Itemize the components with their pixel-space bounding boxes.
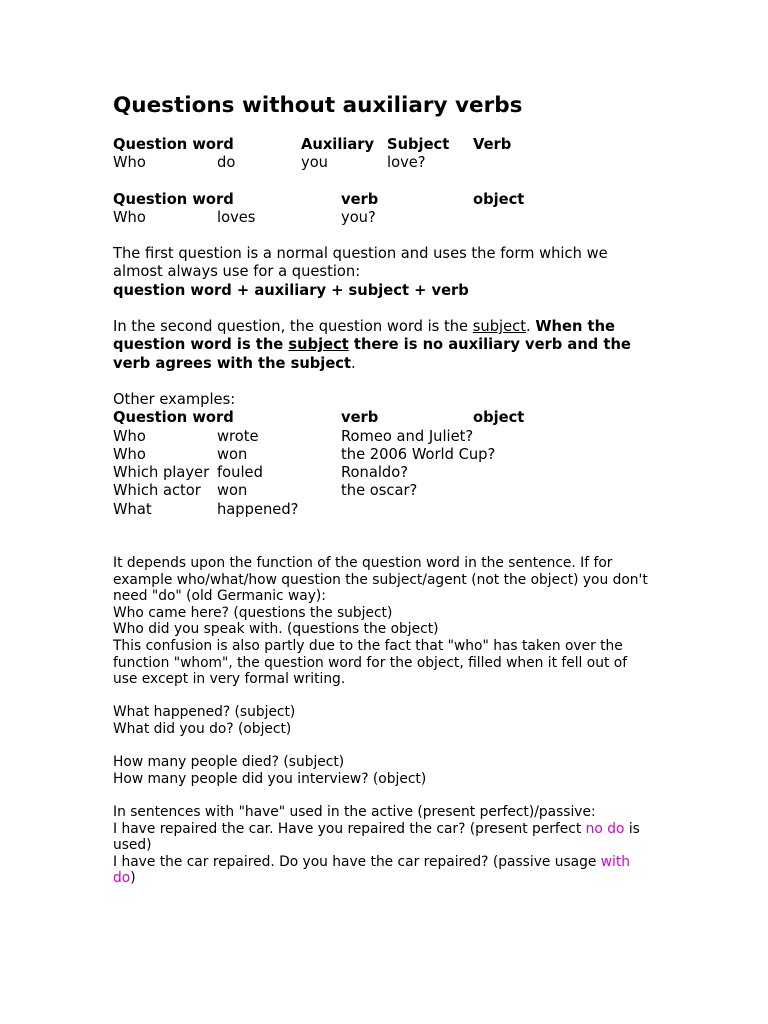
header-verb: Verb: [473, 136, 512, 153]
table-row: [113, 446, 653, 464]
header-object: object: [473, 190, 525, 208]
table-row: [113, 428, 653, 446]
example-pair-2: [113, 754, 653, 787]
paragraph-line: almost always use for a question:: [113, 263, 361, 281]
text-span: is used): [113, 820, 640, 854]
cell-object: Ronaldo?: [341, 464, 409, 482]
cell-verb: love?: [387, 154, 426, 172]
subject-underlined: subject: [472, 318, 527, 336]
cell-question-word: Which actor: [113, 482, 201, 500]
cell-object: Romeo and Juliet?: [341, 427, 474, 445]
header-subject: Subject: [387, 136, 450, 153]
table-2: [113, 191, 653, 228]
cell-object: the oscar?: [341, 482, 418, 500]
notes-line: function "whom", the question word for the object, filled when it fell out of: [113, 654, 628, 671]
paragraph-line: The first question is a normal question and uses the form which we: [113, 245, 608, 263]
header-auxiliary: Auxiliary: [301, 136, 375, 153]
table-1: [113, 136, 653, 173]
cell-question-word: What: [113, 500, 152, 518]
cell-verb: loves: [217, 208, 256, 226]
table-row: [113, 482, 653, 500]
notes-line: need "do" (old Germanic way):: [113, 588, 326, 605]
header-object: object: [473, 409, 525, 427]
cell-auxiliary: do: [217, 154, 236, 172]
have-section: [113, 804, 653, 887]
highlight-no-do: no do: [585, 820, 625, 837]
text-span: In the second question, the question word is the: [113, 318, 473, 336]
cell-object: the 2006 World Cup?: [341, 445, 496, 463]
cell-verb: won: [217, 445, 248, 463]
header-question-word: Question word: [113, 190, 234, 208]
cell-question-word: Who: [113, 427, 146, 445]
paragraph-first-question: [113, 245, 653, 300]
notes-line: In sentences with "have" used in the active (present perfect)/passive:: [113, 803, 596, 820]
cell-question-word: Who: [113, 208, 146, 226]
header-verb: verb: [341, 409, 379, 427]
cell-verb: fouled: [217, 464, 263, 482]
cell-question-word: Which player: [113, 464, 210, 482]
text-span: .: [526, 318, 531, 336]
text-span: I have repaired the car. Have you repaired the car? (present perfect: [113, 820, 586, 837]
table-row: [113, 209, 653, 227]
notes-line: example who/what/how question the subject/agent (not the object) you don't: [113, 571, 648, 588]
text-span: there is no auxiliary verb and the verb agrees with the subject: [113, 336, 631, 372]
header-question-word: Question word: [113, 409, 234, 427]
cell-verb: won: [217, 482, 248, 500]
subject-underlined: subject: [288, 336, 349, 354]
cell-question-word: Who: [113, 154, 146, 172]
examples-header: [113, 409, 653, 427]
notes-line: What happened? (subject): [113, 704, 296, 721]
page-title: Questions without auxiliary verbs: [113, 93, 523, 118]
have-example-1: [113, 821, 643, 854]
table-2-header: [113, 191, 653, 209]
notes-line: Who did you speak with. (questions the object): [113, 621, 439, 638]
header-question-word: Question word: [113, 136, 234, 153]
notes-line: Who came here? (questions the subject): [113, 604, 393, 621]
formula: question word + auxiliary + subject + verb: [113, 281, 469, 299]
header-verb: verb: [341, 190, 379, 208]
table-1-header: [113, 136, 653, 154]
text-span: ): [130, 870, 136, 887]
notes-line: It depends upon the function of the question word in the sentence. If for: [113, 555, 613, 572]
document-page: [113, 92, 653, 887]
paragraph-second-question: [113, 318, 653, 373]
example-pair-1: [113, 704, 653, 737]
text-span: When the question word is the: [113, 318, 615, 354]
notes-line: What did you do? (object): [113, 720, 292, 737]
notes-section: [113, 555, 653, 887]
notes-line: This confusion is also partly due to the fact that "who" has taken over the: [113, 638, 623, 655]
cell-verb: wrote: [217, 427, 259, 445]
have-example-2: [113, 854, 643, 887]
notes-line: How many people died? (subject): [113, 754, 345, 771]
cell-subject: you: [301, 154, 328, 172]
notes-line: use except in very formal writing.: [113, 671, 346, 688]
table-row: [113, 501, 653, 519]
highlight-with-do: with do: [113, 853, 631, 887]
table-row: [113, 464, 653, 482]
notes-line: How many people did you interview? (object): [113, 770, 427, 787]
cell-question-word: Who: [113, 445, 146, 463]
text-span: I have the car repaired. Do you have the car repaired? (passive usage: [113, 853, 601, 870]
cell-verb: happened?: [217, 500, 299, 518]
examples-intro: Other examples:: [113, 390, 236, 408]
cell-object: you?: [341, 208, 376, 226]
table-row: [113, 154, 653, 172]
examples-section: [113, 391, 653, 519]
text-span: .: [351, 354, 356, 372]
